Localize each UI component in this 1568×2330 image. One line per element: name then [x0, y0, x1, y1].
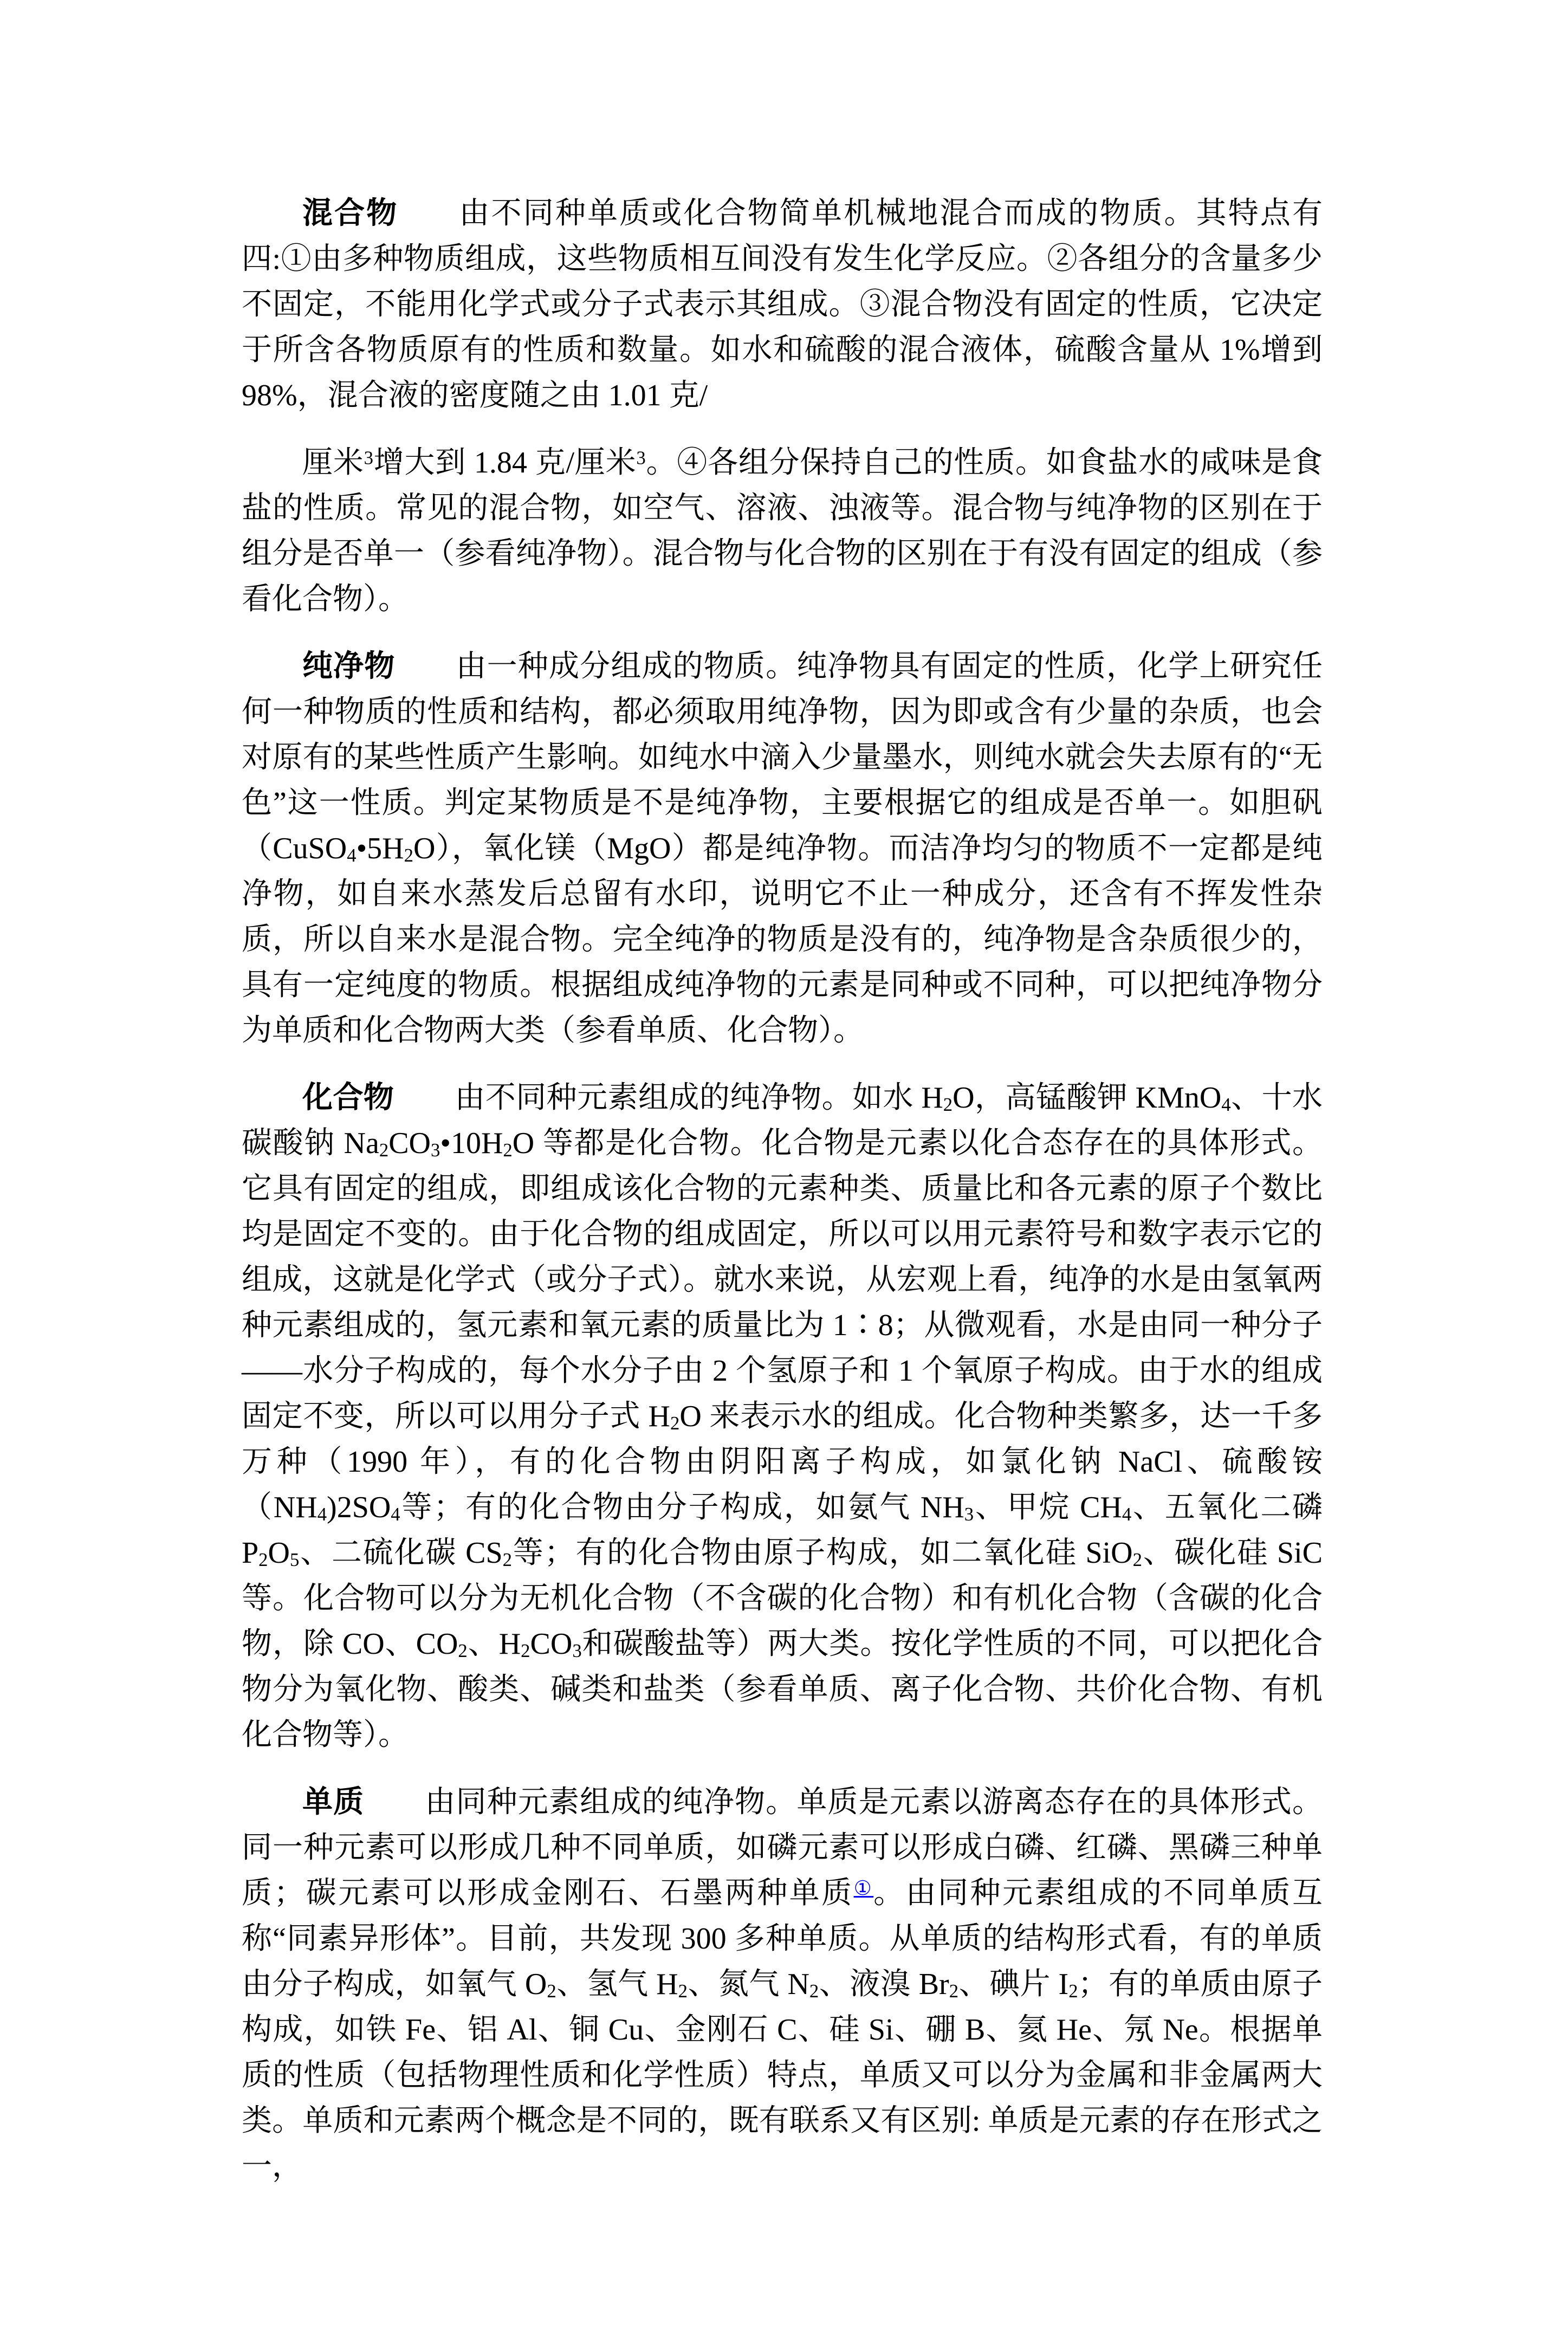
subscript: 2: [949, 1980, 959, 2002]
term-heading: 混合物: [302, 197, 399, 230]
footnote-link[interactable]: ①: [853, 1877, 874, 1900]
subscript: 2: [547, 1980, 556, 2002]
subscript: 2: [521, 1640, 530, 1662]
subscript: 5: [289, 1549, 300, 1571]
text-run: 、五氧化二磷 P: [242, 1491, 1323, 1570]
subscript: 4: [1221, 1094, 1231, 1116]
paragraph: [242, 644, 1323, 1053]
document-body: [242, 191, 1323, 2189]
subscript: 2: [1068, 1980, 1078, 2002]
subscript: 4: [391, 1504, 400, 1525]
subscript: 4: [347, 845, 357, 866]
superscript: 3: [364, 447, 373, 469]
text-run: 、二硫化碳 CS: [299, 1536, 503, 1570]
text-run: 、甲烷 CH: [974, 1491, 1122, 1524]
subscript: 2: [379, 1140, 389, 1161]
subscript: 2: [404, 845, 413, 866]
subscript: 2: [458, 1640, 468, 1662]
text-run: 由不同种单质或化合物简单机械地混合而成的物质。其特点有四:①由多种物质组成，这些物质相互间没有发生化学反应。②各组分的含量多少不固定，不能用化学式或分子式表示其组成。③混合物没有固定的性质，它决定于所含各物质原有的性质和数量。如水和硫酸的混合液体，硫酸含量从 1%增到 98%，混合液的密度随之由 1.01 克/: [242, 197, 1323, 412]
text-run: 由一种成分组成的物质。纯净物具有固定的性质，化学上研究任何一种物质的性质和结构，都必须取用纯净物，因为即或含有少量的杂质，也会对原有的某些性质产生影响。如纯水中滴入少量墨水，则纯水就会失去原有的“无色”这一性质。判定某物质是不是纯净物，主要根据它的组成是否单一。如胆矾（CuSO: [242, 650, 1323, 865]
subscript: 4: [317, 1504, 327, 1525]
text-run: 厘米: [302, 446, 364, 480]
subscript: 2: [502, 1549, 512, 1571]
text-run: 、碘片 I: [958, 1967, 1069, 2001]
text-run: O），氧化镁（MgO）都是纯净物。而洁净均匀的物质不一定都是纯净物，如自来水蒸发后总留有水印，说明它不止一种成分，还含有不挥发性杂质，所以自来水是混合物。完全纯净的物质是没有的，纯净物是含杂质很少的，具有一定纯度的物质。根据组成纯净物的元素是同种或不同种，可以把纯净物分为单质和化合物两大类（参看单质、化合物）。: [242, 832, 1323, 1047]
text-run: 、液溴 Br: [819, 1967, 949, 2001]
paragraph: [242, 1779, 1323, 2189]
term-heading: 单质: [302, 1785, 365, 1819]
subscript: 2: [503, 1140, 513, 1161]
text-run: )2SO: [327, 1491, 391, 1524]
paragraph: [242, 440, 1323, 622]
text-run: 和碳酸盐等）两大类。按化学性质的不同，可以把化合物分为氧化物、酸类、碱类和盐类（参看单质、离子化合物、共价化合物、有机化合物等）。: [242, 1627, 1323, 1752]
text-run: 由不同种元素组成的纯净物。如水 H: [455, 1081, 943, 1115]
text-run: CO: [530, 1627, 573, 1661]
subscript: 2: [258, 1549, 268, 1571]
text-run: •10H: [440, 1127, 503, 1160]
text-run: CO: [388, 1127, 431, 1160]
text-run: O 来表示水的组成。化合物种类繁多，达一千多万种（1990 年），有的化合物由阴阳离子构成，如氯化钠 NaCl、硫酸铵（NH: [242, 1400, 1323, 1524]
term-heading: 化合物: [302, 1081, 394, 1115]
text-run: O，高锰酸钾 KMnO: [953, 1081, 1222, 1115]
text-run: O: [268, 1536, 290, 1570]
subscript: 4: [1122, 1504, 1132, 1525]
text-run: 。由同种元素组成的不同单质互称“同素异形体”。目前，共发现 300 多种单质。从单质的结构形式看，有的单质由分子构成，如氧气 O: [242, 1876, 1323, 2001]
subscript: 3: [430, 1140, 440, 1161]
paragraph: [242, 1075, 1323, 1758]
text-run: 、氮气 N: [687, 1967, 809, 2001]
text-run: 、H: [467, 1627, 521, 1661]
subscript: 2: [670, 1413, 680, 1434]
subscript: 3: [964, 1504, 974, 1525]
term-heading: 纯净物: [302, 650, 396, 683]
subscript: 3: [572, 1640, 582, 1662]
text-run: 增大到 1.84 克/厘米: [373, 446, 637, 480]
subscript: 2: [809, 1980, 819, 2002]
subscript: 2: [678, 1980, 688, 2002]
text-run: 。④各组分保持自己的性质。如食盐水的咸味是食盐的性质。常见的混合物，如空气、溶液、浊液等。混合物与纯净物的区别在于组分是否单一（参看纯净物）。混合物与化合物的区别在于有没有固定的组成（参看化合物）。: [242, 446, 1323, 616]
text-run: •5H: [356, 832, 404, 865]
text-run: 、十水碳酸钠 Na: [242, 1081, 1323, 1160]
text-run: 等；有的化合物由分子构成，如氨气 NH: [400, 1491, 964, 1524]
text-run: 等；有的化合物由原子构成，如二氧化硅 SiO: [511, 1536, 1133, 1570]
text-run: ；有的单质由原子构成，如铁 Fe、铝 Al、铜 Cu、金刚石 C、硅 Si、硼 B、氦 He、氖 Ne。根据单质的性质（包括物理性质和化学性质）特点，单质又可以分为金属和非金属两大类。单质和元素两个概念是不同的，既有联系又有区别: 单质是元素的存在形式之一，: [242, 1967, 1323, 2183]
subscript: 2: [943, 1094, 953, 1116]
text-run: O 等都是化合物。化合物是元素以化合态存在的具体形式。它具有固定的组成，即组成该化合物的元素种类、质量比和各元素的原子个数比均是固定不变的。由于化合物的组成固定，所以可以用元素符号和数字表示它的组成，这就是化学式（或分子式）。就水来说，从宏观上看，纯净的水是由氢氧两种元素组成的，氢元素和氧元素的质量比为 1∶8；从微观看，水是由同一种分子——水分子构成的，每个水分子由 2 个氢原子和 1 个氧原子构成。由于水的组成固定不变，所以可以用分子式 H: [242, 1127, 1323, 1433]
subscript: 2: [1132, 1549, 1142, 1571]
superscript: 3: [636, 447, 646, 469]
text-run: 由同种元素组成的纯净物。单质是元素以游离态存在的具体形式。同一种元素可以形成几种不同单质，如磷元素可以形成白磷、红磷、黑磷三种单质；碳元素可以形成金刚石、石墨两种单质: [242, 1785, 1323, 1910]
text-run: 、氢气 H: [556, 1967, 678, 2001]
text-run: 、碳化硅 SiC 等。化合物可以分为无机化合物（不含碳的化合物）和有机化合物（含碳的化合物，除 CO、CO: [242, 1536, 1323, 1661]
paragraph: [242, 191, 1323, 418]
